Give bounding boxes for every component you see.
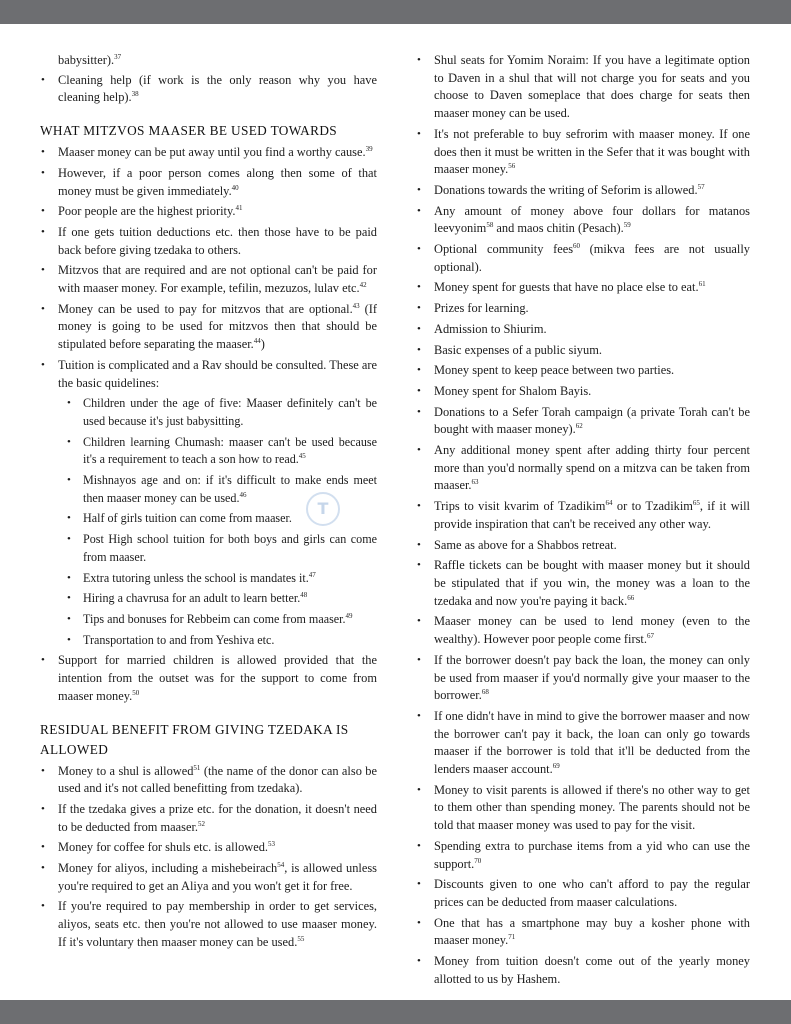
item-text: Money to visit parents is allowed if there's no other way to get to them other than spending money. The parents should not be told that maaser money was used to pay for the visit. [434,782,750,833]
list-item [416,652,750,705]
footnote-ref: 71 [508,933,516,942]
item-text: Mitzvos that are required and are not optional can't be paid for with maaser money. For example, tefilin, mezuzos, lulav etc. [58,263,377,296]
list-item [40,357,377,392]
bullet-list [416,52,750,988]
bullet-list [40,72,377,107]
item-text: Support for married children is allowed provided that the intention from the outset was for the support to come from maaser money. [58,653,377,703]
list-item [416,300,750,318]
item-text: (the name of the donor can also be used and it's not called benefitting from tzedaka). [58,763,377,796]
item-text: If you're required to pay membership in order to get services, aliyos, seats etc. then you're not allowed to use maaser money. If it's voluntary then maaser money can be used. [58,899,377,949]
footnote-ref: 65 [692,499,700,508]
top-band [0,0,791,24]
item-text: , if it will provide inspiration that can't be received any other way. [434,499,750,531]
list-item [416,241,750,276]
footnote-ref: 48 [300,591,308,600]
item-text: Basic expenses of a public siyum. [434,342,602,357]
footnote-ref: 47 [308,570,316,579]
item-text: Extra tutoring unless the school is mandates it. [83,570,309,585]
footnote-ref: 45 [298,452,306,461]
footnote-ref: 68 [481,688,489,697]
list-item [40,763,377,798]
footnote-ref: 39 [365,145,373,154]
item-text: However, if a poor person comes along then some of that money must be given immediately. [58,165,377,198]
bottom-band [0,1000,791,1024]
item-text: babysitter). [58,53,115,67]
list-item [416,279,750,297]
item-text: Money from tuition doesn't come out of the yearly money allotted to us by Hashem. [434,954,750,986]
footnote-ref: 56 [508,162,516,171]
footnote-ref: 58 [486,221,494,230]
list-item [416,52,750,123]
list-item [416,708,750,779]
item-text: Maaser money can be used to lend money (even to the wealthy). However poor people come first. [434,614,750,647]
item-text: One that has a smartphone may buy a kosher phone with maaser money. [434,915,750,948]
item-text: ) [260,337,265,352]
list-item [40,860,377,895]
item-text: Tuition is complicated and a Rav should be consulted. These are the basic quidelines: [58,357,377,390]
item-text: If one gets tuition deductions etc. then those have to be paid back before giving tzedaka to others. [58,224,377,257]
item-text: (If money is going to be used for mitzvos then that should be stipulated before separating the maaser. [58,301,377,352]
item-text: Donations towards the writing of Seforim is allowed. [434,182,698,197]
item-text: Trips to visit kvarim of Tzadikim [434,499,606,514]
continuation-text [40,52,377,70]
footnote-ref: 61 [698,280,706,289]
item-text: Raffle tickets can be bought with maaser money but it should be stipulated that if you win, the money was a loan to the tzedaka and now you're paying it back. [434,558,750,608]
sub-list-item [40,570,377,588]
list-item [416,126,750,179]
section-heading: RESIDUAL BENEFIT FROM GIVING TZEDAKA IS ALLOWED [40,721,349,757]
item-text: Children learning Chumash: maaser can't be used because it's a requirement to teach a son how to read. [83,434,377,467]
item-text: or to Tzadikim [612,499,693,514]
footnote-ref: 50 [132,688,140,697]
list-item [416,342,750,360]
list-item [416,182,750,200]
footnote-ref: 44 [253,337,261,346]
item-text: Prizes for learning. [434,301,529,316]
footnote-ref: 41 [235,204,243,213]
item-text: It's not preferable to buy sefrorim with maaser money. If one does then it must be written in the Sefer that it was bought with maaser money. [434,126,750,177]
footnote-ref: 60 [573,242,581,251]
list-item [416,383,750,401]
section-heading: WHAT MITZVOS MAASER BE USED TOWARDS [40,123,338,139]
item-text: Money for aliyos, including a mishebeirach [58,861,278,876]
list-item [40,839,377,857]
list-item [416,362,750,380]
list-item [40,203,377,221]
footnote-ref: 63 [471,478,479,487]
sub-list-item [40,434,377,469]
list-item [416,537,750,555]
item-text: Donations to a Sefer Torah campaign (a private Torah can't be bought with maaser money). [434,404,750,437]
item-text: Tips and bonuses for Rebbeim can come from maaser. [83,611,346,626]
list-item [416,321,750,339]
item-text: Money spent to keep peace between two parties. [434,363,675,378]
footnote-ref: 37 [114,53,122,61]
bullet-list [40,652,377,705]
footnote-ref: 69 [552,762,560,771]
list-item [416,442,750,495]
item-text: Money for coffee for shuls etc. is allowed. [58,840,269,855]
list-item [40,262,377,297]
list-item [416,782,750,835]
list-item [416,915,750,950]
bullet-list [40,144,377,392]
footnote-ref: 53 [268,840,276,849]
list-item [40,301,377,354]
footnote-ref: 49 [345,611,353,620]
item-text: Poor people are the highest priority. [58,204,236,219]
footnote-ref: 52 [198,819,206,828]
footnote-ref: 67 [646,632,654,641]
list-item [416,613,750,648]
item-text: and maos chitin (Pesach). [493,221,624,236]
item-text: Half of girls tuition can come from maaser. [83,511,292,526]
item-text: If the tzedaka gives a prize etc. for the donation, it doesn't need to be deducted from maaser. [58,801,377,834]
sub-list-item [40,611,377,629]
item-text: Any amount of money above four dollars for matanos leevyonim [434,203,750,236]
item-text: Spending extra to purchase items from a yid who can use the support. [434,838,750,871]
sub-list-item [40,395,377,430]
item-text: If one didn't have in mind to give the borrower maaser and now the borrower can't pay it back, the loan can only go towards maaser if the borrower is told that it'll be deducted from the lenders maaser account. [434,708,750,777]
item-text: Hiring a chavrusa for an adult to learn better. [83,591,301,606]
footnote-ref: 66 [627,593,635,602]
sub-list-item [40,590,377,608]
footnote-ref: 42 [359,281,367,290]
footnote-ref: 51 [193,763,201,772]
list-item [416,498,750,533]
list-item [416,557,750,610]
list-item [40,801,377,836]
list-item [416,203,750,238]
item-text: , is allowed unless you're required to get an Aliya and you won't get it for free. [58,861,377,893]
footnote-ref: 59 [623,221,631,230]
list-item [416,876,750,911]
list-item [40,72,377,107]
list-item [416,404,750,439]
item-text: Optional community fees [434,242,574,257]
item-text: If the borrower doesn't pay back the loan, the money can only be used from maaser if you'd normally give your maaser to the borrower. [434,652,750,703]
footnote-ref: 62 [575,422,583,431]
item-text: Any additional money spent after adding thirty four percent more than you'd normally spend on a mitzva can be taken from maaser. [434,443,750,493]
item-text: Shul seats for Yomim Noraim: If you have a legitimate option to Daven in a shul that will not charge you for seats and you choose to Daven someplace that does charge for seats then maaser money can be used. [434,53,750,121]
sub-list-item [40,531,377,566]
footnote-ref: 38 [131,90,139,99]
footnote-ref: 46 [239,490,247,499]
item-text: Children under the age of five: Maaser definitely can't be used because it's just babysitting. [83,396,377,428]
item-text: Money spent for Shalom Bayis. [434,383,592,398]
item-text: Discounts given to one who can't afford to pay the regular prices can be deducted from maaser calculations. [434,877,750,909]
item-text: Admission to Shiurim. [434,321,547,336]
item-text: (mikva fees are not usually optional). [434,242,750,274]
item-text: Maaser money can be put away until you find a worthy cause. [58,145,366,160]
item-text: Money can be used to pay for mitzvos that are optional. [58,301,353,316]
item-text: Mishnayos age and on: if it's difficult to make ends meet then maaser money can be used. [83,473,377,505]
bullet-list [40,763,377,952]
footnote-ref: 57 [697,182,705,191]
item-text: Money spent for guests that have no place else to eat. [434,280,699,295]
footnote-ref: 55 [297,934,305,943]
item-text: Same as above for a Shabbos retreat. [434,537,617,552]
sub-list-item [40,632,377,650]
footnote-ref: 43 [352,301,360,310]
list-item [40,165,377,200]
item-text: Money to a shul is allowed [58,763,194,778]
list-item [40,898,377,951]
footnote-ref: 54 [277,861,285,870]
list-item [40,144,377,162]
t-logo-icon: T [306,492,340,526]
list-item [416,838,750,873]
list-item [416,953,750,988]
footnote-ref: 40 [231,183,239,192]
footnote-ref: 70 [474,856,482,865]
footnote-ref: 64 [605,499,613,508]
right-column [416,52,750,991]
item-text: Post High school tuition for both boys and girls can come from maaser. [83,532,377,564]
list-item [40,224,377,259]
item-text: Cleaning help (if work is the only reason why you have cleaning help). [58,72,377,105]
list-item [40,652,377,705]
item-text: Transportation to and from Yeshiva etc. [83,632,275,647]
